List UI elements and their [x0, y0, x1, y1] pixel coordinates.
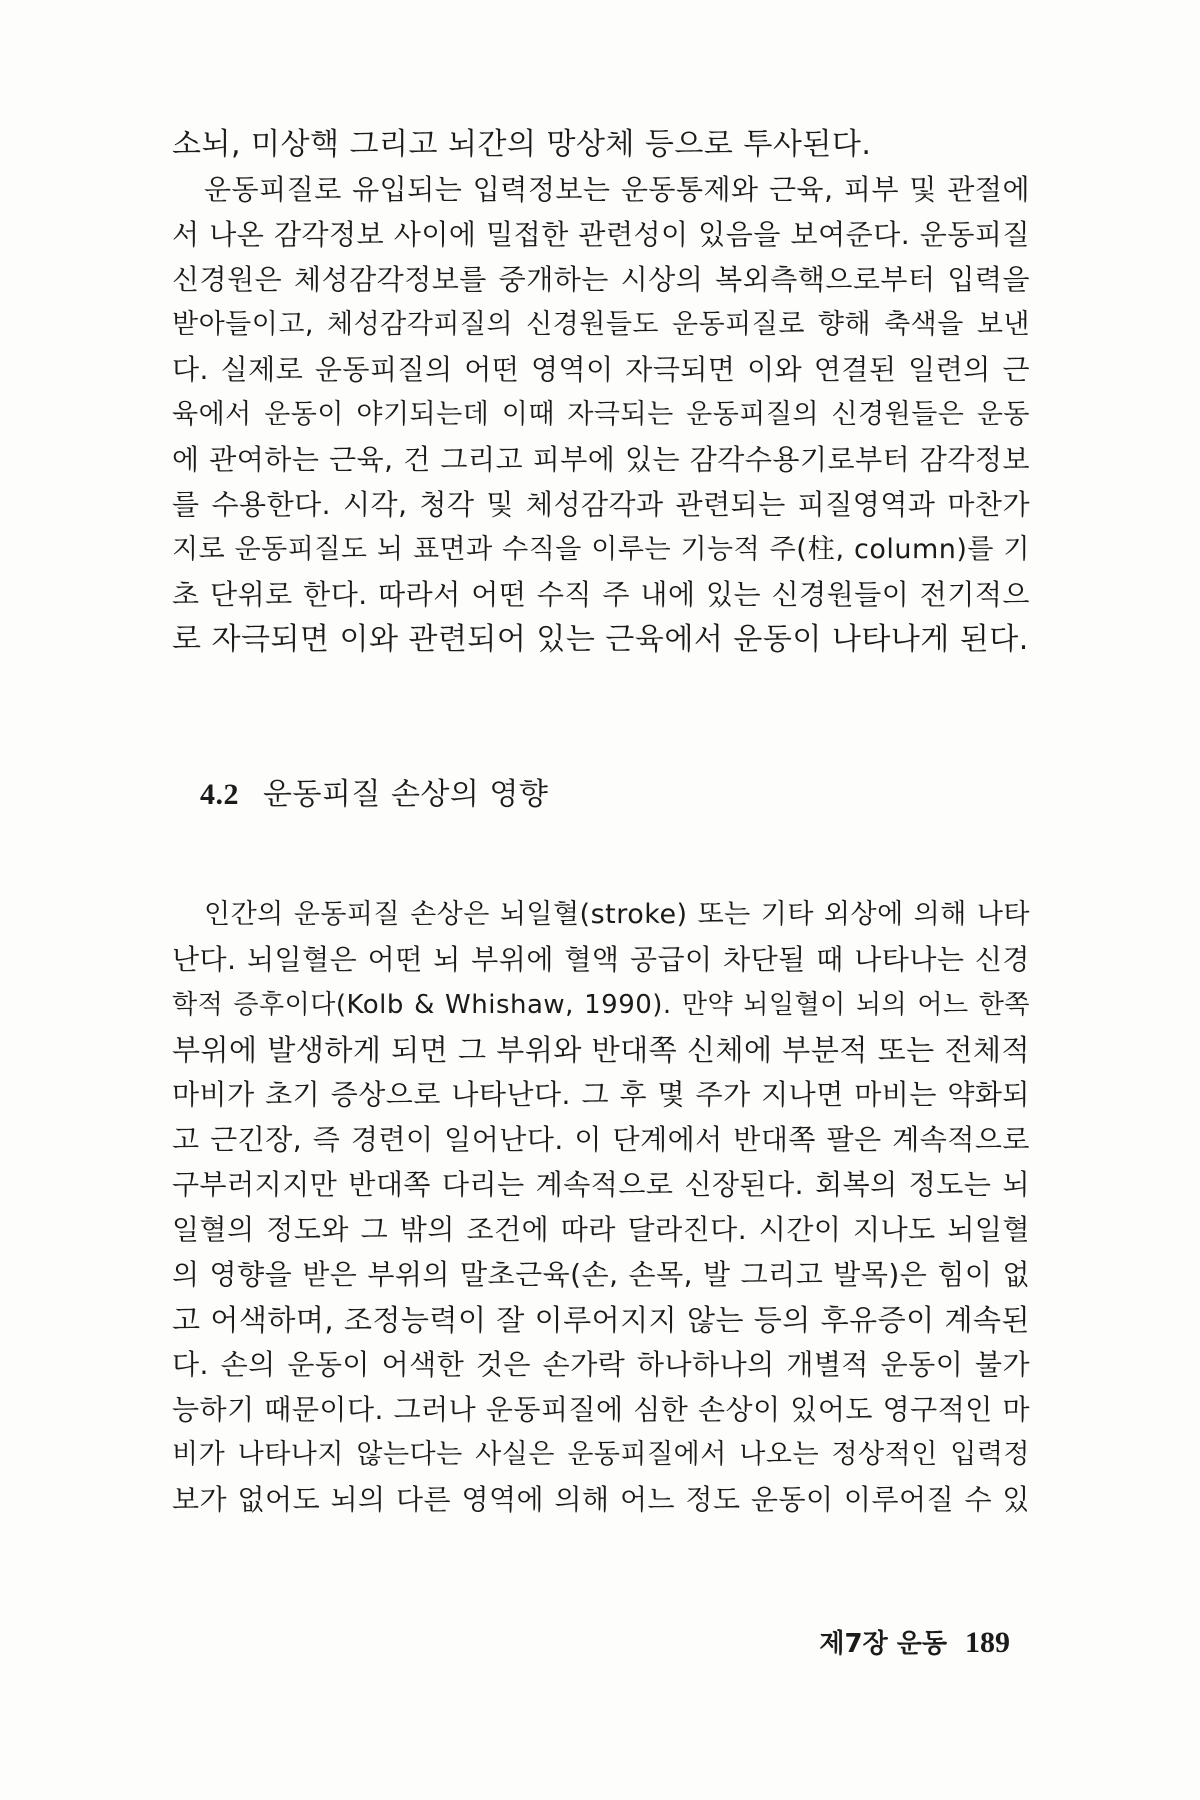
- section-number: 4.2: [200, 778, 239, 811]
- text-line: 로 자극되면 이와 관련되어 있는 근육에서 운동이 나타나게 된다.: [172, 622, 1029, 657]
- section-heading: [200, 775, 548, 815]
- text-line: 서 나온 감각정보 사이에 밀접한 관련성이 있음을 보여준다. 운동피질: [172, 218, 1030, 251]
- text-line: 고 어색하며, 조정능력이 잘 이루어지지 않는 등의 후유증이 계속된: [172, 1303, 1030, 1337]
- text-line: 다. 실제로 운동피질의 어떤 영역이 자극되면 이와 연결된 일련의 근: [172, 353, 1030, 386]
- text-line: 운동피질로 유입되는 입력정보는 운동통제와 근육, 피부 및 관절에: [204, 173, 1030, 206]
- text-line: 받아들이고, 체성감각피질의 신경원들도 운동피질로 향해 축색을 보낸: [172, 309, 1030, 340]
- text-line: 마비가 초기 증상으로 나타난다. 그 후 몇 주가 지나면 마비는 약화되: [172, 1078, 1030, 1111]
- chapter-label: 제7장 운동: [819, 1629, 947, 1659]
- text-line: 일혈의 정도와 그 밖의 조건에 따라 달라진다. 시간이 지나도 뇌일혈: [172, 1213, 1030, 1246]
- text-line: 보가 없어도 뇌의 다른 영역에 의해 어느 정도 운동이 이루어질 수 있: [172, 1483, 1030, 1516]
- text-line: 부위에 발생하게 되면 그 부위와 반대쪽 신체에 부분적 또는 전체적: [172, 1033, 1030, 1067]
- text-line: 난다. 뇌일혈은 어떤 뇌 부위에 혈액 공급이 차단될 때 나타나는 신경: [172, 943, 1030, 976]
- section-title: 운동피질 손상의 영향: [263, 777, 549, 812]
- text-line: 학적 증후이다(Kolb & Whishaw, 1990). 만약 뇌일혈이 뇌의 어느 한쪽: [172, 990, 1030, 1020]
- text-line: 신경원은 체성감각정보를 중개하는 시상의 복외측핵으로부터 입력을: [172, 263, 1030, 296]
- page-number: 189: [965, 1626, 1010, 1659]
- page-footer: [819, 1625, 1010, 1662]
- text-line: 비가 나타나지 않는다는 사실은 운동피질에서 나오는 정상적인 입력정: [172, 1439, 1030, 1470]
- text-line: 다. 손의 운동이 어색한 것은 손가락 하나하나의 개별적 운동이 불가: [172, 1348, 1030, 1381]
- text-line: 구부러지지만 반대쪽 다리는 계속적으로 신장된다. 회복의 정도는 뇌: [172, 1168, 1030, 1201]
- text-line: 지로 운동피질도 뇌 표면과 수직을 이루는 기능적 주(柱, column)를 기: [172, 534, 1030, 565]
- text-line: 육에서 운동이 야기되는데 이때 자극되는 운동피질의 신경원들은 운동: [172, 399, 1030, 430]
- text-line: 의 영향을 받은 부위의 말초근육(손, 손목, 발 그리고 발목)은 힘이 없: [172, 1258, 1030, 1291]
- text-line: 초 단위로 한다. 따라서 어떤 수직 주 내에 있는 신경원들이 전기적으: [172, 578, 1030, 611]
- text-line: 능하기 때문이다. 그러나 운동피질에 심한 손상이 있어도 영구적인 마: [172, 1393, 1030, 1426]
- text-line: 에 관여하는 근육, 건 그리고 피부에 있는 감각수용기로부터 감각정보: [172, 443, 1030, 476]
- text-line: 고 근긴장, 즉 경련이 일어난다. 이 단계에서 반대쪽 팔은 계속적으로: [172, 1123, 1030, 1156]
- text-line: 소뇌, 미상핵 그리고 뇌간의 망상체 등으로 투사된다.: [172, 127, 872, 162]
- text-line: 를 수용한다. 시각, 청각 및 체성감각과 관련되는 피질영역과 마찬가: [172, 488, 1030, 521]
- text-line: 인간의 운동피질 손상은 뇌일혈(stroke) 또는 기타 외상에 의해 나타: [204, 899, 1030, 930]
